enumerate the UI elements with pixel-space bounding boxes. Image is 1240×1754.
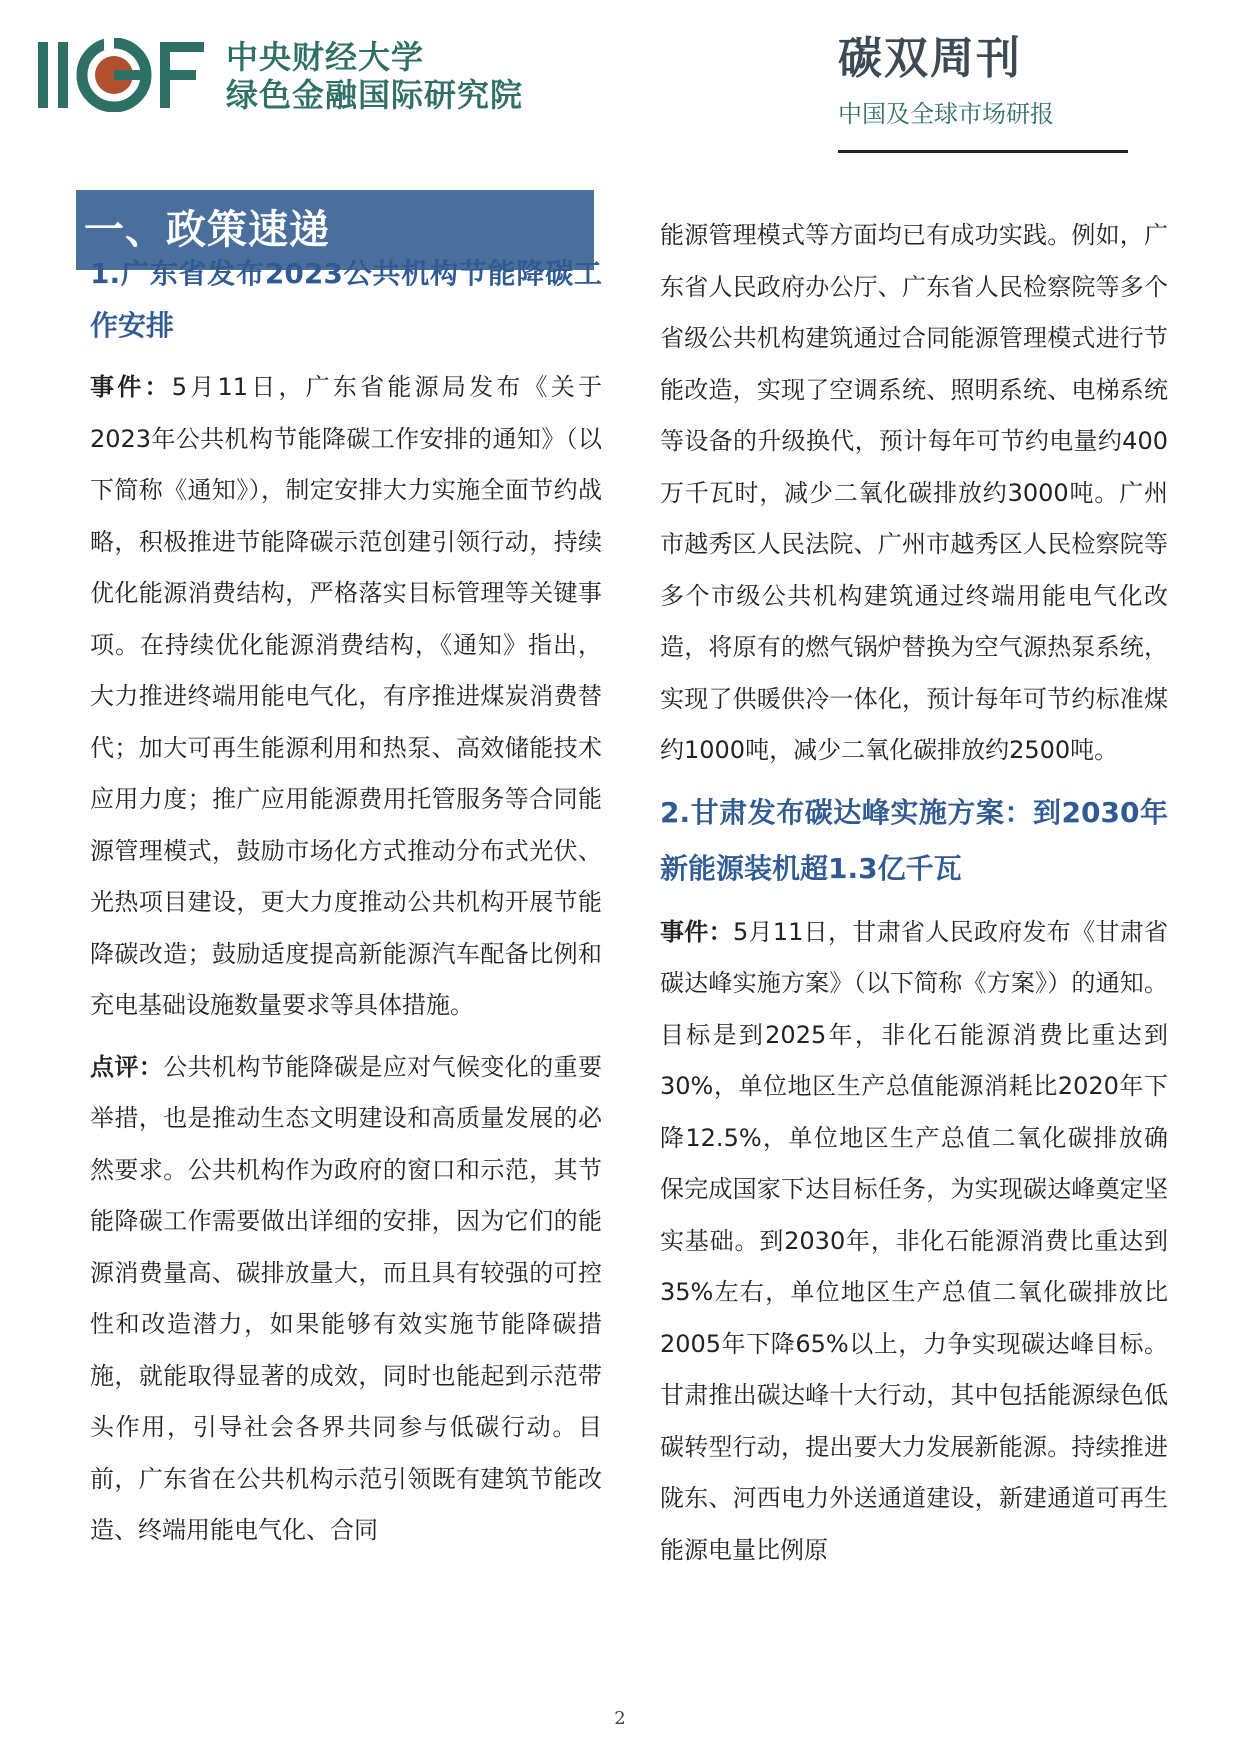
article1-comment-continued: 能源管理模式等方面均已有成功实践。例如，广东省人民政府办公厅、广东省人民检察院等多个省级公共机构建筑通过合同能源管理模式进行节能改造，实现了空调系统、照明系统、电梯系统等设备的升级换代，预计每年可节约电量约400万千瓦时，减少二氧化碳排放约3000吨。广州市越秀区人民法院、广州市越秀区人民检察院等多个市级公共机构建筑通过终端用能电气化改造，将原有的燃气锅炉替换为空气源热泵系统，实现了供暖供冷一体化，预计每年可节约标准煤约1000吨，减少二氧化碳排放约2500吨。 xyxy=(660,221,1168,764)
article1-event-paragraph xyxy=(90,362,602,1032)
event-label: 事件： xyxy=(660,917,733,946)
article1-heading: 1.广东省发布2023公共机构节能降碳工作安排 xyxy=(90,257,602,342)
left-column xyxy=(90,190,602,1557)
article2-event-text: 5月11日，甘肃省人民政府发布《甘肃省碳达峰实施方案》（以下简称《方案》）的通知。目标是到2025年，非化石能源消费比重达到30%，单位地区生产总值能源消耗比2020年下降12.5%，单位地区生产总值二氧化碳排放确保完成国家下达目标任务，为实现碳达峰奠定坚实基础。到2030年，非化石能源消费比重达到35%左右，单位地区生产总值二氧化碳排放比2005年下降65%以上，力争实现碳达峰目标。甘肃推出碳达峰十大行动，其中包括能源绿色低碳转型行动，提出要大力发展新能源。持续推进陇东、河西电力外送通道建设，新建通道可再生能源电量比例原 xyxy=(660,917,1169,1564)
page-number: 2 xyxy=(614,1708,626,1729)
article1-comment-text: 公共机构节能降碳是应对气候变化的重要举措，也是推动生态文明建设和高质量发展的必然要求。公共机构作为政府的窗口和示范，其节能降碳工作需要做出详细的安排，因为它们的能源消费量高、碳排放量大，而且具有较强的可控性和改造潜力，如果能够有效实施节能降碳措施，就能取得显著的成效，同时也能起到示范带头作用，引导社会各界共同参与低碳行动。目前，广东省在公共机构示范引领既有建筑节能改造、终端用能电气化、合同 xyxy=(90,1052,603,1544)
event-label: 事件： xyxy=(90,373,172,401)
article2-heading: 2.甘肃发布碳达峰实施方案：到2030年新能源装机超1.3亿千瓦 xyxy=(660,795,1168,885)
publication-title: 碳双周刊 xyxy=(838,33,1022,84)
iigf-logo xyxy=(38,38,208,112)
article1-event-text: 5月11日，广东省能源局发布《关于2023年公共机构节能降碳工作安排的通知》（以下简称《通知》），制定安排大力实施全面节约战略，积极推进节能降碳示范创建引领行动，持续优化能源消费结构，严格落实目标管理等关键事项。在持续优化能源消费结构，《通知》指出，大力推进终端用能电气化，有序推进煤炭消费替代；加大可再生能源利用和热泵、高效储能技术应用力度；推广应用能源费用托管服务等合同能源管理模式，鼓励市场化方式推动分布式光伏、光热项目建设，更大力度推动公共机构开展节能降碳改造；鼓励适度提高新能源汽车配备比例和充电基础设施数量要求等具体措施。 xyxy=(90,373,603,1019)
header-rule xyxy=(838,150,1128,153)
org-name-line1: 中央财经大学 xyxy=(226,38,425,76)
comment-label: 点评： xyxy=(90,1052,164,1081)
article1-comment-paragraph xyxy=(90,1042,602,1557)
org-name-line2: 绿色金融国际研究院 xyxy=(226,76,524,114)
right-column xyxy=(660,210,1168,1576)
publication-brand xyxy=(838,30,1138,134)
organization-name xyxy=(226,38,523,114)
publication-subtitle: 中国及全球市场研报 xyxy=(838,100,1054,128)
section-title-banner: 一、政策速递 xyxy=(76,190,594,270)
article2-event-paragraph xyxy=(660,907,1168,1577)
